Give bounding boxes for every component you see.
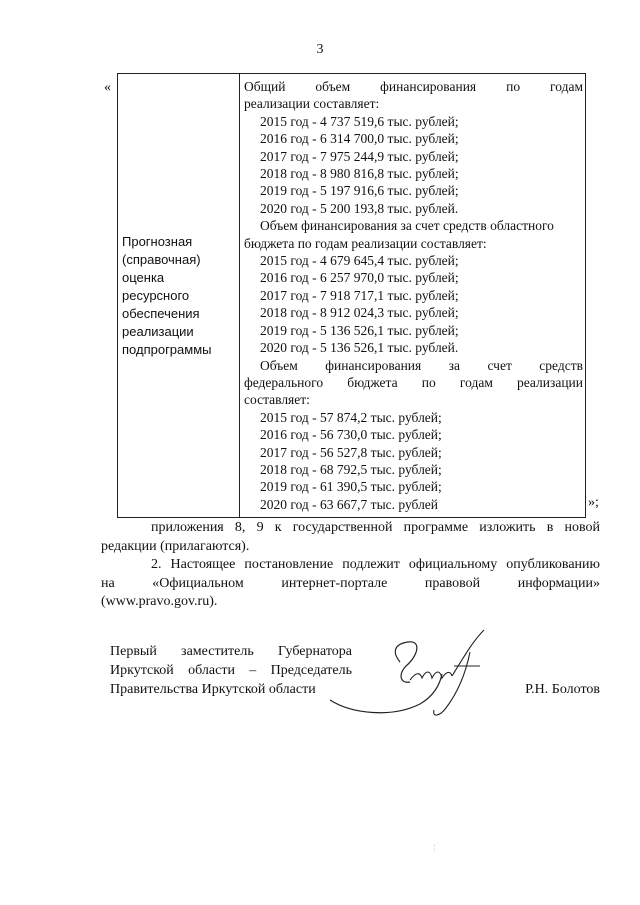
federal-intro-2: федерального бюджета по годам реализации	[244, 374, 583, 390]
label-line: (справочная)	[122, 251, 201, 267]
total-year-line: 2019 год - 5 197 916,6 тыс. рублей;	[260, 183, 459, 199]
label-line: оценка	[122, 269, 165, 285]
opening-quote: «	[104, 80, 111, 95]
total-year-line: 2020 год - 5 200 193,8 тыс. рублей.	[260, 200, 459, 216]
federal-year-line: 2015 год - 57 874,2 тыс. рублей;	[260, 409, 442, 425]
regional-year-line: 2020 год - 5 136 526,1 тыс. рублей.	[260, 340, 459, 356]
body-line-2: редакции (прилагаются).	[101, 538, 250, 554]
handwritten-signature	[322, 622, 492, 722]
total-year-line: 2016 год - 6 314 700,0 тыс. рублей;	[260, 131, 459, 147]
body-line-3: 2. Настоящее постановление подлежит официальному опубликованию	[151, 557, 600, 572]
regional-intro-1: Объем финансирования за счет средств областного	[260, 218, 554, 234]
regional-years-list	[244, 252, 583, 356]
regional-year-line: 2016 год - 6 257 970,0 тыс. рублей;	[260, 270, 459, 286]
federal-year-line: 2020 год - 63 667,7 тыс. рублей	[260, 496, 439, 512]
page-number: 3	[316, 42, 324, 57]
signer-title-2: Иркутской области – Председатель	[110, 663, 352, 678]
total-years-list	[244, 113, 583, 217]
federal-intro-3: составляет:	[244, 392, 310, 408]
regional-year-line: 2018 год - 8 912 024,3 тыс. рублей;	[260, 305, 459, 321]
label-line: Прогнозная	[122, 233, 193, 249]
signer-title-1: Первый заместитель Губернатора	[110, 644, 352, 659]
total-year-line: 2018 год - 8 980 816,8 тыс. рублей;	[260, 166, 459, 182]
federal-year-line: 2016 год - 56 730,0 тыс. рублей;	[260, 427, 442, 443]
signer-title-3: Правительства Иркутской области	[110, 682, 316, 697]
body-line-1: приложения 8, 9 к государственной программе изложить в новой	[151, 520, 600, 535]
federal-intro-1: Объем финансирования за счет средств	[260, 357, 583, 373]
label-line: подпрограммы	[122, 341, 212, 357]
signer-name: Р.Н. Болотов	[525, 682, 600, 697]
label-line: ресурсного	[122, 287, 190, 303]
federal-year-line: 2017 год - 56 527,8 тыс. рублей;	[260, 444, 442, 460]
regional-year-line: 2015 год - 4 679 645,4 тыс. рублей;	[260, 253, 459, 269]
financing-table	[117, 73, 586, 518]
federal-year-line: 2019 год - 61 390,5 тыс. рублей;	[260, 479, 442, 495]
closing-quote: »;	[588, 495, 599, 510]
regional-year-line: 2019 год - 5 136 526,1 тыс. рублей;	[260, 322, 459, 338]
federal-years-list	[244, 409, 583, 513]
body-line-4: на «Официальном интернет-портале правовой информации»	[101, 575, 600, 591]
body-text	[101, 519, 600, 612]
federal-year-line: 2018 год - 68 792,5 тыс. рублей;	[260, 461, 442, 477]
regional-intro-2: бюджета по годам реализации составляет:	[244, 235, 487, 251]
table-text-cell	[240, 74, 586, 518]
body-line-5: (www.pravo.gov.ru).	[101, 594, 218, 609]
label-line: реализации	[122, 323, 194, 339]
total-year-line: 2015 год - 4 737 519,6 тыс. рублей;	[260, 113, 459, 129]
scan-mark: ¦	[434, 845, 436, 851]
total-year-line: 2017 год - 7 975 244,9 тыс. рублей;	[260, 148, 459, 164]
total-intro-1: Общий объем финансирования по годам	[244, 79, 583, 94]
total-intro-2: реализации составляет:	[244, 96, 380, 112]
regional-year-line: 2017 год - 7 918 717,1 тыс. рублей;	[260, 287, 459, 303]
label-line: обеспечения	[122, 305, 200, 321]
table-label-cell	[118, 74, 240, 518]
